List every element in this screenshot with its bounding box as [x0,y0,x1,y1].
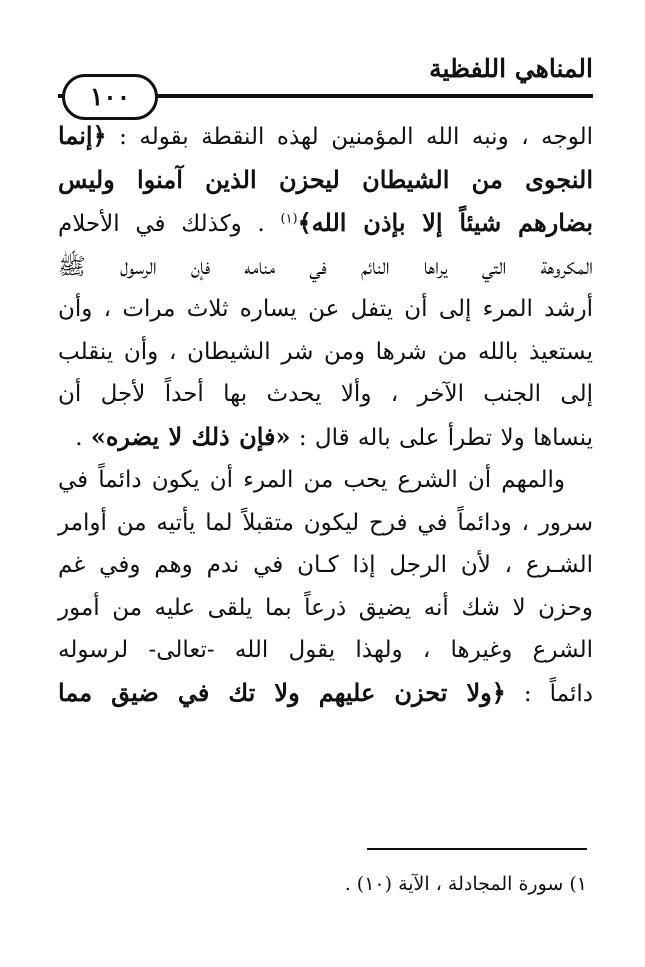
quote-text: بضارهم شيئاً إلا بإذن الله﴾ [297,208,593,237]
running-title: المناهي اللفظية [429,54,593,83]
text-line [58,246,593,289]
text-line [58,587,593,630]
body-text-segment: وحزن لا شك أنه يضيق ذرعاً بما يلقى عليه من أمور [58,594,593,621]
quote-text: «فإن ذلك لا يضره» [90,421,291,451]
text-line [58,459,593,502]
quote-text: ﴿إنما [58,121,107,150]
text-line [58,629,593,672]
body-text-segment: الشرع وغيرها ، ولهذا يقول الله -تعالى- لرسوله [58,637,593,663]
body-text-segment: ينساها ولا تطرأ على باله قال : [290,424,593,451]
footnote-reference: (١) [280,211,298,227]
body-text-segment: الشـرع ، لأن الرجل إذا كـان في ندم وهم وفي غم [58,552,593,578]
text-line [58,331,593,374]
body-text-segment: . [75,424,91,451]
text-line [58,159,593,203]
body-text-segment: دائماً : [505,680,594,707]
body-text-segment: الوجه ، ونبه الله المؤمنين لهذه النقطة بقوله : [106,124,593,150]
text-line [58,288,593,331]
text-line [58,373,593,416]
text-line [58,202,593,246]
page-header [58,52,593,112]
body-text-segment: سرور ، ودائماً في فرح ليكون متقبلاً لما يأتيه من أوامر [58,509,594,536]
text-line [58,672,593,716]
quote-text: النجوى من الشيطان ليحزن الذين آمنوا وليس [58,164,593,194]
footnote: ١) سورة المجادلة ، الآية (١٠) . [344,873,587,895]
text-line [58,502,593,545]
paragraph-2 [58,459,593,715]
paragraph-1 [58,115,593,459]
footnote-rule [367,848,587,850]
text-line [58,544,593,587]
body-text-segment: أرشد المرء إلى أن يتفل عن يساره ثلاث مرات ، وأن [58,296,593,322]
body-text [58,115,593,715]
body-text-segment: والمهم أن الشرع يحب من المرء أن يكون دائماً في [58,467,565,493]
text-line [58,115,593,159]
quote-text: ﴿ولا تحزن عليهم ولا تك في ضيق مما [58,677,506,707]
body-text-segment: المكروهة التي يراها النائم في منامه فإن الرسول ﷺ [58,253,593,280]
body-text-segment: . وكذلك في الأحلام [58,211,281,237]
body-text-segment: يستعيذ بالله من شرها ومن شر الشيطان ، وأن ينقلب [58,338,594,365]
body-text-segment: إلى الجنب الآخر ، وألا يحدث بها أحداً لأجل أن [58,381,593,407]
text-line [58,416,593,460]
page-number: ١٠٠ [62,74,158,120]
